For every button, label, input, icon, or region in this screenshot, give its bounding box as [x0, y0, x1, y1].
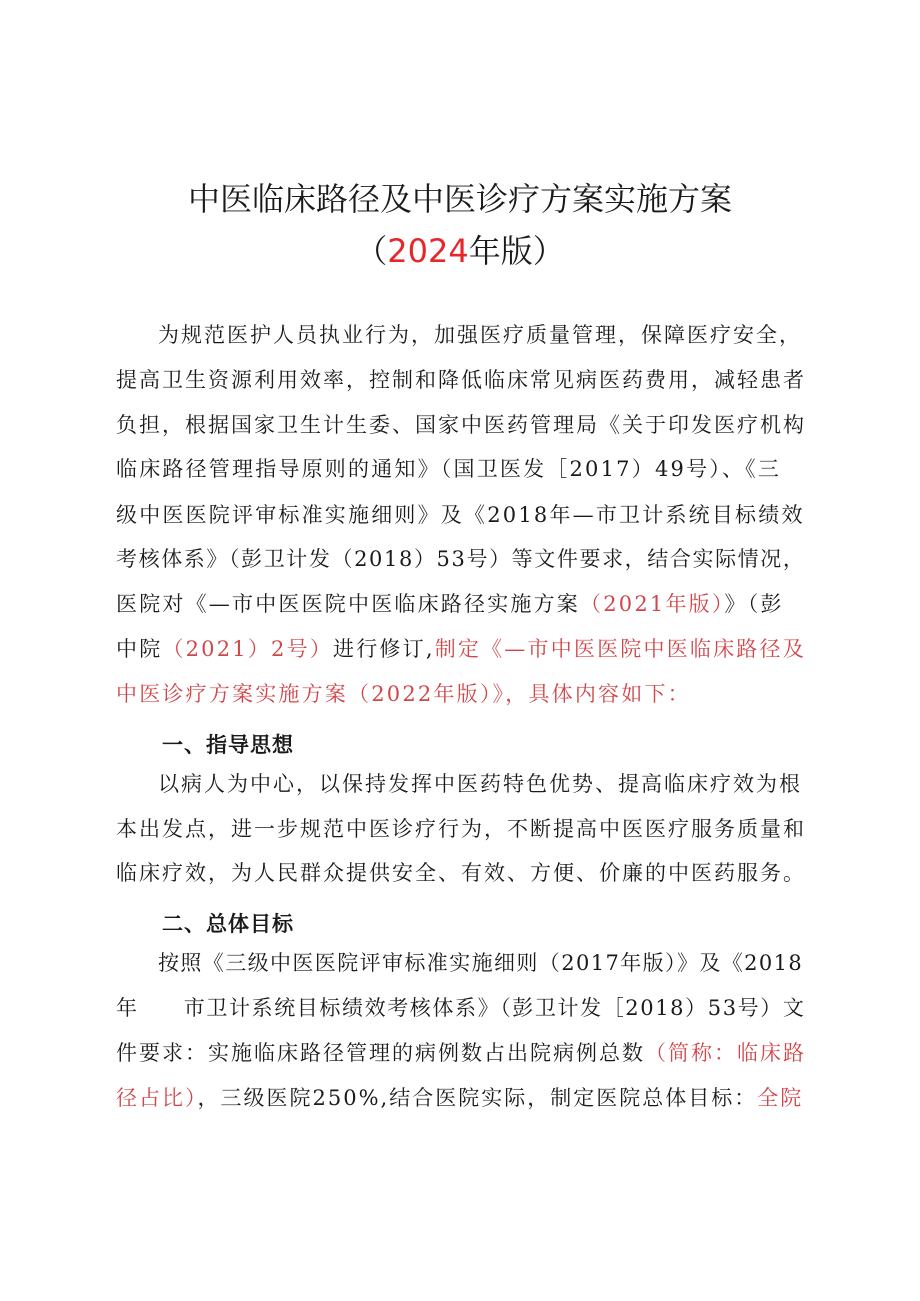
section2-line-1: 按照《三级中医医院评审标准实施细则（2017年版）》及《2018: [158, 951, 804, 975]
intro-line-9: 中医诊疗方案实施方案（2022年版）》，具体内容如下：: [116, 682, 691, 706]
section2-line-3: [116, 1043, 806, 1064]
document-title: 中医临床路径及中医诊疗方案实施方案: [187, 180, 732, 218]
intro-line-7-revision: （2021年版）: [580, 592, 725, 616]
section2-line-4-text: ，三级医院250%,结合医院实际，制定医院总体目标：: [197, 1086, 758, 1110]
intro-line-6: 考核体系》（彭卫计发（2018）53号）等文件要求，结合实际情况，: [116, 547, 806, 571]
section2-line-4-revision: 径占比）: [116, 1086, 198, 1110]
subtitle-open-paren: （: [355, 232, 388, 270]
intro-line-8: [116, 639, 806, 660]
intro-line-8-revision-number: （2021）2号）: [162, 637, 334, 661]
section-heading-guiding-ideology: 一、指导思想: [162, 733, 294, 757]
subtitle-edition: 年版）: [468, 232, 565, 270]
section2-line-3-revision: （简称：临床路: [645, 1041, 806, 1065]
section2-line-2: 年 市卫计系统目标绩效考核体系》（彭卫计发［2018）53号）文: [116, 996, 806, 1020]
intro-line-4: 临床路径管理指导原则的通知》（国卫医发［2017）49号）、《三: [116, 457, 782, 481]
intro-line-2: 提高卫生资源利用效率，控制和降低临床常见病医药费用，减轻患者: [116, 368, 806, 392]
subtitle-year: 2024: [387, 232, 469, 270]
section1-line-3: 临床疗效，为人民群众提供安全、有效、方便、价廉的中医药服务。: [116, 861, 806, 885]
intro-line-8-revision-text: 制定《—市中医医院中医临床路径及: [434, 637, 806, 661]
intro-line-7-tail: 》（彭: [724, 592, 784, 616]
intro-line-5: 级中医医院评审标准实施细则》及《2018年—市卫计系统目标绩效: [116, 503, 805, 527]
intro-line-7: [116, 594, 806, 615]
intro-line-8-text: 中院: [116, 637, 163, 661]
section1-line-1: 以病人为中心，以保持发挥中医药特色优势、提高临床疗效为根: [158, 772, 802, 796]
intro-line-7-text: 医院对《—市中医医院中医临床路径实施方案: [116, 592, 580, 616]
section2-line-4: [116, 1088, 806, 1109]
section2-line-3-text: 件要求：实施临床路径管理的病例数占出院病例总数: [116, 1041, 645, 1065]
document-subtitle: [0, 226, 920, 272]
intro-line-1: 为规范医护人员执业行为，加强医疗质量管理，保障医疗安全，: [158, 323, 802, 347]
intro-line-8-mid: 进行修订,: [333, 637, 435, 661]
section-heading-overall-goal: 二、总体目标: [162, 912, 294, 936]
intro-line-3: 负担，根据国家卫生计生委、国家中医药管理局《关于印发医疗机构: [116, 413, 806, 437]
section2-line-4-revision-tail: 全院: [757, 1086, 804, 1110]
section1-line-2: 本出发点，进一步规范中医诊疗行为，不断提高中医医疗服务质量和: [116, 817, 806, 841]
